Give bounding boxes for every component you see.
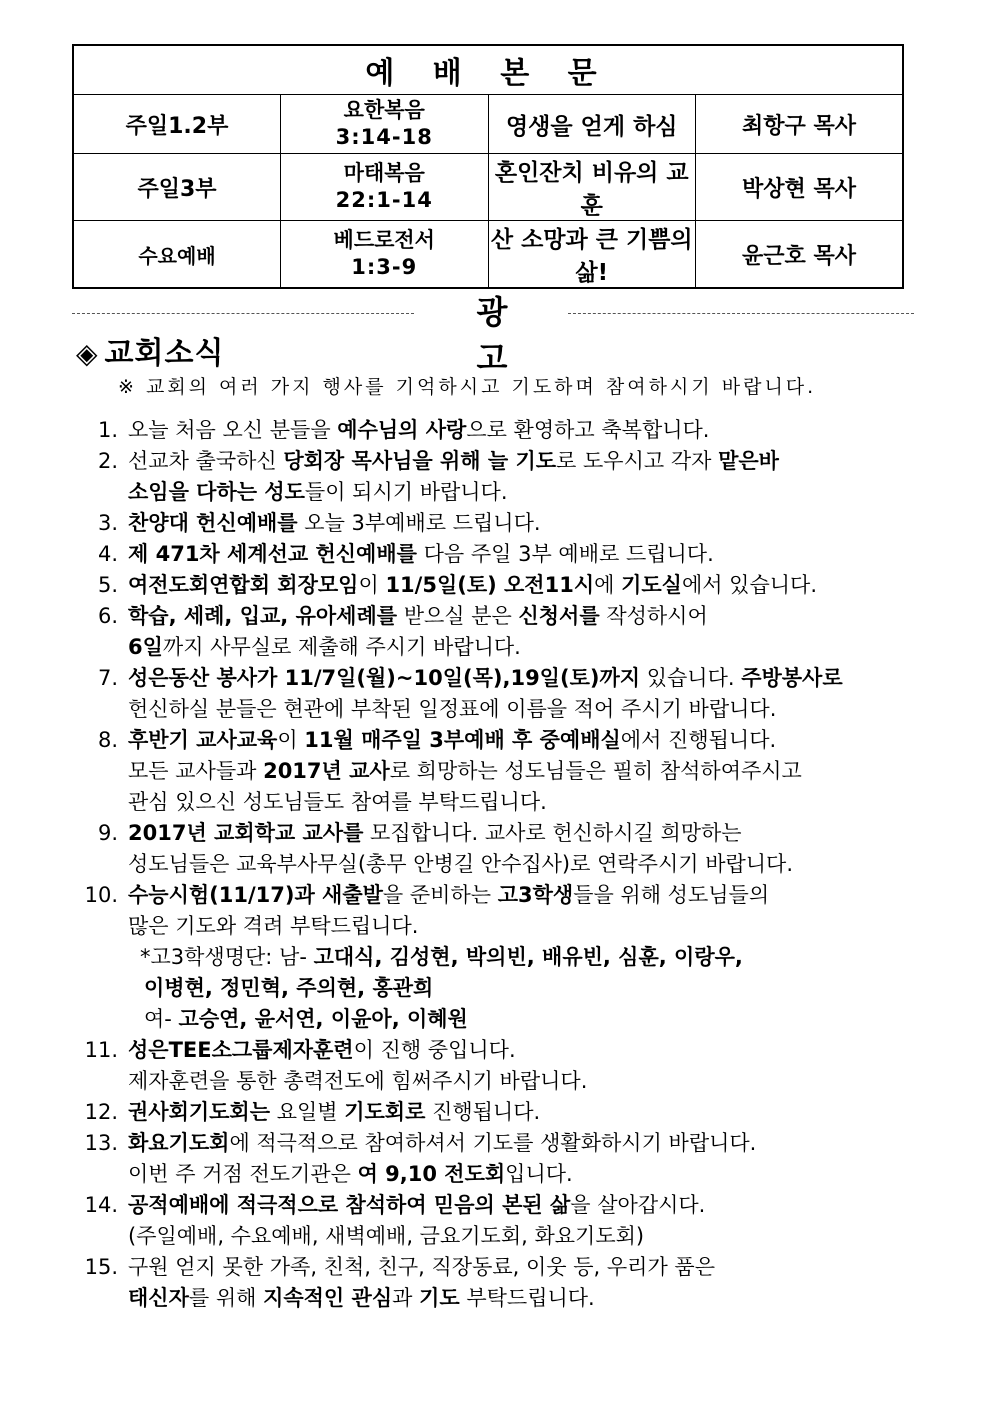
announcement-item (74, 415, 914, 446)
item-line: 찬양대 헌신예배를 오늘 3부예배로 드립니다. (128, 511, 541, 535)
announcement-item (74, 663, 914, 725)
scripture-ref: 1:3-9 (351, 255, 418, 279)
sermon-row-3 (73, 221, 903, 289)
scripture-ref: 22:1-14 (335, 188, 433, 212)
item-body (128, 1190, 914, 1252)
sermon-topic: 산 소망과 큰 기쁨의 삶! (488, 221, 696, 289)
announcement-item (74, 508, 914, 539)
item-number: 15. (84, 1255, 118, 1279)
announcement-item (74, 1252, 914, 1314)
service-name: 수요예배 (73, 221, 281, 289)
item-line: 6일까지 사무실로 제출해 주시기 바랍니다. (128, 635, 521, 659)
item-body (128, 663, 914, 725)
section-heading (76, 328, 224, 372)
announcement-item (74, 880, 914, 1035)
item-line: 2017년 교회학교 교사를 모집합니다. 교사로 헌신하시길 희망하는 (128, 821, 742, 845)
item-line: 권사회기도회는 요일별 기도회로 진행됩니다. (128, 1100, 541, 1124)
item-line: 구원 얻지 못한 가족, 친척, 친구, 직장동료, 이웃 등, 우리가 품은 (128, 1255, 715, 1279)
item-body (128, 601, 914, 663)
scripture-book: 마태복음 (343, 161, 425, 185)
item-body (128, 446, 914, 508)
item-number: 9. (97, 821, 118, 845)
item-body (128, 539, 914, 570)
item-line: 이병현, 정민혁, 주의현, 홍관희 (144, 976, 434, 1000)
item-line: 선교차 출국하신 당회장 목사님을 위해 늘 기도로 도우시고 각자 맡은바 (128, 449, 779, 473)
item-line: 성은동산 봉사가 11/7일(월)~10일(목),19일(토)까지 있습니다. 주방봉사로 (128, 666, 843, 690)
item-line: 이번 주 거점 전도기관은 여 9,10 전도회입니다. (128, 1162, 573, 1186)
announcement-item (74, 539, 914, 570)
item-line: *고3학생명단: 남- 고대식, 김성현, 박의빈, 배유빈, 심훈, 이랑우, (140, 945, 743, 969)
item-line: 학습, 세례, 입교, 유아세례를 받으실 분은 신청서를 작성하시어 (128, 604, 708, 628)
item-number: 10. (84, 883, 118, 907)
scripture-passage (281, 221, 489, 289)
item-number: 5. (97, 573, 118, 597)
preacher: 최항구 목사 (696, 95, 904, 154)
item-line: 수능시험(11/17)과 새출발을 준비하는 고3학생들을 위해 성도님들의 (128, 883, 770, 907)
sermon-table (72, 44, 904, 289)
announcement-item (74, 818, 914, 880)
item-body (128, 1035, 914, 1097)
item-line: 후반기 교사교육이 11월 매주일 3부예배 후 중예배실에서 진행됩니다. (128, 728, 777, 752)
item-number: 3. (97, 511, 118, 535)
item-line: 많은 기도와 격려 부탁드립니다. (128, 914, 419, 938)
item-body (128, 1252, 914, 1314)
preacher: 박상현 목사 (696, 154, 904, 221)
item-body (128, 570, 914, 601)
item-line: (주일예배, 수요예배, 새벽예배, 금요기도회, 화요기도회) (128, 1224, 645, 1248)
item-body (128, 1097, 914, 1128)
item-line: 모든 교사들과 2017년 교사로 희망하는 성도님들은 필히 참석하여주시고 (128, 759, 802, 783)
item-number: 8. (97, 728, 118, 752)
announcement-item (74, 1190, 914, 1252)
scripture-ref: 3:14-18 (335, 125, 433, 149)
section-title: 교회소식 (104, 336, 225, 371)
item-number: 11. (84, 1038, 118, 1062)
item-line: 태신자를 위해 지속적인 관심과 기도 부탁드립니다. (128, 1286, 595, 1310)
item-body (128, 880, 914, 1035)
announcement-list (74, 415, 914, 1314)
item-body (128, 725, 914, 818)
dashed-divider-right (568, 313, 914, 314)
announcement-item (74, 1128, 914, 1190)
scripture-book: 요한복음 (343, 98, 425, 122)
announcement-item (74, 1035, 914, 1097)
item-number: 14. (84, 1193, 118, 1217)
sermon-row-1 (73, 95, 903, 154)
item-number: 13. (84, 1131, 118, 1155)
item-number: 2. (97, 449, 118, 473)
scripture-passage (281, 95, 489, 154)
item-line: 제자훈련을 통한 총력전도에 힘써주시기 바랍니다. (128, 1069, 588, 1093)
item-line: 성도님들은 교육부사무실(총무 안병길 안수집사)로 연락주시기 바랍니다. (128, 852, 794, 876)
item-number: 4. (97, 542, 118, 566)
item-body (128, 1128, 914, 1190)
service-name: 주일3부 (73, 154, 281, 221)
service-name: 주일1.2부 (73, 95, 281, 154)
item-number: 7. (97, 666, 118, 690)
item-line: 여전도회연합회 회장모임이 11/5일(토) 오전11시에 기도실에서 있습니다. (128, 573, 818, 597)
item-number: 12. (84, 1100, 118, 1124)
sermon-topic: 영생을 얻게 하심 (488, 95, 696, 154)
sermon-row-2 (73, 154, 903, 221)
diamond-bullet-icon: ◈ (76, 337, 99, 370)
item-number: 6. (97, 604, 118, 628)
item-body (128, 415, 914, 446)
scripture-passage (281, 154, 489, 221)
item-line: 관심 있으신 성도님들도 참여를 부탁드립니다. (128, 790, 547, 814)
item-line: 여- 고승연, 윤서연, 이윤아, 이혜원 (144, 1007, 468, 1031)
item-line: 공적예배에 적극적으로 참석하여 믿음의 본된 삶을 살아갑시다. (128, 1193, 706, 1217)
notice-text: ※ 교회의 여러 가지 행사를 기억하시고 기도하며 참여하시기 바랍니다. (118, 376, 817, 398)
item-line: 소임을 다하는 성도들이 되시기 바랍니다. (128, 480, 508, 504)
announcement-item (74, 446, 914, 508)
item-line: 헌신하실 분들은 현관에 부착된 일정표에 이름을 적어 주시기 바랍니다. (128, 697, 777, 721)
announcement-item (74, 570, 914, 601)
dashed-divider-left (72, 313, 414, 314)
scripture-book: 베드로전서 (333, 228, 435, 252)
sermon-topic: 혼인잔치 비유의 교훈 (488, 154, 696, 221)
item-line: 제 471차 세계선교 헌신예배를 다음 주일 3부 예배로 드립니다. (128, 542, 714, 566)
announcement-item (74, 725, 914, 818)
announcement-item (74, 1097, 914, 1128)
item-line: 오늘 처음 오신 분들을 예수님의 사랑으로 환영하고 축복합니다. (128, 418, 710, 442)
announcement-item (74, 601, 914, 663)
item-line: 화요기도회에 적극적으로 참여하셔서 기도를 생활화하시기 바랍니다. (128, 1131, 757, 1155)
item-body (128, 818, 914, 880)
item-body (128, 508, 914, 539)
sermon-table-title: 예 배 본 문 (73, 45, 903, 95)
item-line: 성은TEE소그룹제자훈련이 진행 중입니다. (128, 1038, 516, 1062)
preacher: 윤근호 목사 (696, 221, 904, 289)
item-number: 1. (97, 418, 118, 442)
announcement-title: 광 고 (476, 293, 538, 377)
